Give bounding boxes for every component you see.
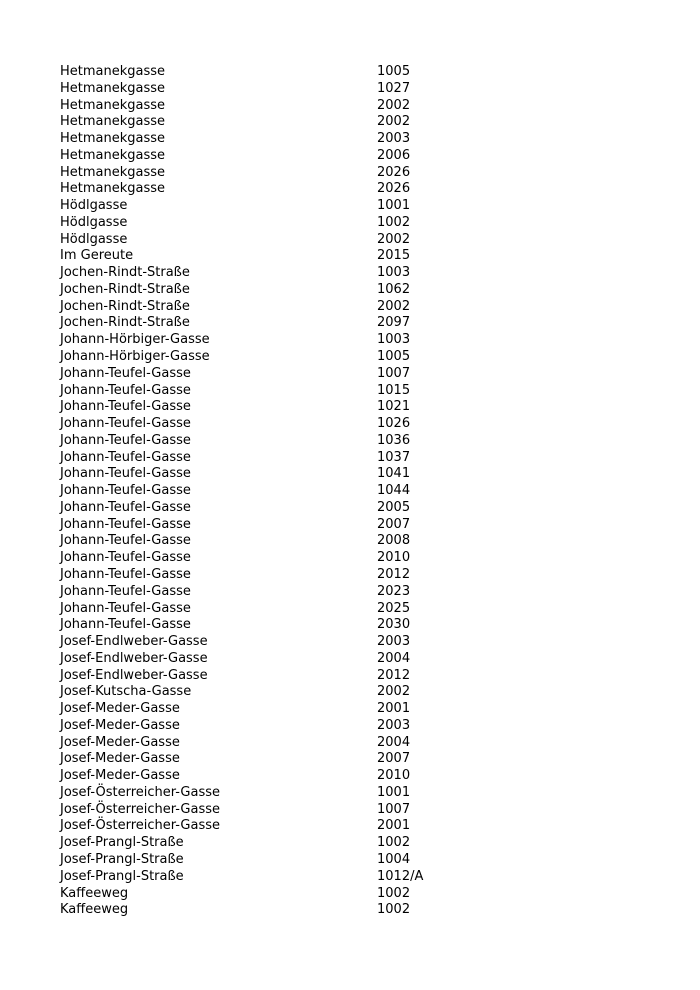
street-name: Hetmanekgasse <box>60 181 166 197</box>
list-item <box>60 282 660 299</box>
street-name: Hetmanekgasse <box>60 147 166 163</box>
list-item <box>60 265 660 282</box>
house-number: 2026 <box>377 181 411 197</box>
street-name: Johann-Hörbiger-Gasse <box>60 332 210 348</box>
street-name: Josef-Prangl-Straße <box>60 868 184 884</box>
list-item <box>60 332 660 349</box>
house-number: 1012/A <box>377 868 424 884</box>
house-number: 1037 <box>377 449 411 465</box>
house-number: 2012 <box>377 566 411 582</box>
street-name: Johann-Teufel-Gasse <box>60 483 191 499</box>
list-item <box>60 198 660 215</box>
list-item <box>60 500 660 517</box>
house-number: 2002 <box>377 114 411 130</box>
street-name: Hetmanekgasse <box>60 114 166 130</box>
street-name: Im Gereute <box>60 248 134 264</box>
house-number: 2006 <box>377 147 411 163</box>
street-name: Jochen-Rindt-Straße <box>60 265 190 281</box>
house-number: 2008 <box>377 533 411 549</box>
house-number: 2002 <box>377 684 411 700</box>
list-item <box>60 315 660 332</box>
house-number: 2002 <box>377 231 411 247</box>
list-item <box>60 450 660 467</box>
street-name: Johann-Teufel-Gasse <box>60 499 191 515</box>
list-item <box>60 232 660 249</box>
street-name: Josef-Österreicher-Gasse <box>60 784 221 800</box>
street-name: Jochen-Rindt-Straße <box>60 298 190 314</box>
list-item <box>60 668 660 685</box>
list-item <box>60 735 660 752</box>
house-number: 1003 <box>377 332 411 348</box>
street-name: Johann-Hörbiger-Gasse <box>60 349 210 365</box>
street-name: Johann-Teufel-Gasse <box>60 516 191 532</box>
street-name: Johann-Teufel-Gasse <box>60 583 191 599</box>
street-name: Josef-Meder-Gasse <box>60 751 180 767</box>
house-number: 1002 <box>377 902 411 918</box>
house-number: 2003 <box>377 131 411 147</box>
house-number: 1041 <box>377 466 411 482</box>
list-item <box>60 886 660 903</box>
house-number: 2002 <box>377 97 411 113</box>
street-name: Johann-Teufel-Gasse <box>60 550 191 566</box>
house-number: 1002 <box>377 835 411 851</box>
list-item <box>60 852 660 869</box>
list-item <box>60 802 660 819</box>
street-name: Johann-Teufel-Gasse <box>60 533 191 549</box>
house-number: 1036 <box>377 432 411 448</box>
list-item <box>60 651 660 668</box>
list-item <box>60 567 660 584</box>
list-item <box>60 785 660 802</box>
list-item <box>60 483 660 500</box>
street-name: Hetmanekgasse <box>60 80 166 96</box>
street-name: Jochen-Rindt-Straße <box>60 281 190 297</box>
street-name: Johann-Teufel-Gasse <box>60 449 191 465</box>
street-name: Josef-Endlweber-Gasse <box>60 667 208 683</box>
list-item <box>60 584 660 601</box>
house-number: 1004 <box>377 851 411 867</box>
list-item <box>60 634 660 651</box>
house-number: 1026 <box>377 416 411 432</box>
street-name: Hetmanekgasse <box>60 64 166 79</box>
list-item <box>60 617 660 634</box>
house-number: 2025 <box>377 600 411 616</box>
street-name: Johann-Teufel-Gasse <box>60 566 191 582</box>
list-item <box>60 165 660 182</box>
house-number: 2023 <box>377 583 411 599</box>
house-number: 1005 <box>377 349 411 365</box>
list-item <box>60 768 660 785</box>
house-number: 1002 <box>377 885 411 901</box>
house-number: 2007 <box>377 751 411 767</box>
list-item <box>60 902 660 919</box>
street-name: Kaffeeweg <box>60 885 129 901</box>
house-number: 1062 <box>377 281 411 297</box>
street-name: Johann-Teufel-Gasse <box>60 600 191 616</box>
house-number: 1044 <box>377 483 411 499</box>
list-item <box>60 416 660 433</box>
list-item <box>60 818 660 835</box>
list-item <box>60 248 660 265</box>
house-number: 2003 <box>377 634 411 650</box>
street-name: Hetmanekgasse <box>60 131 166 147</box>
list-item <box>60 383 660 400</box>
list-item <box>60 869 660 886</box>
street-name: Johann-Teufel-Gasse <box>60 432 191 448</box>
street-name: Josef-Meder-Gasse <box>60 768 180 784</box>
list-item <box>60 215 660 232</box>
house-number: 2001 <box>377 701 411 717</box>
list-item <box>60 718 660 735</box>
house-number: 2004 <box>377 650 411 666</box>
house-number: 2030 <box>377 617 411 633</box>
street-name: Hödlgasse <box>60 198 128 214</box>
house-number: 1001 <box>377 198 411 214</box>
street-name: Kaffeeweg <box>60 902 129 918</box>
street-name: Josef-Kutscha-Gasse <box>60 684 192 700</box>
house-number: 1001 <box>377 784 411 800</box>
street-name: Johann-Teufel-Gasse <box>60 382 191 398</box>
list-item <box>60 835 660 852</box>
street-name: Jochen-Rindt-Straße <box>60 315 190 331</box>
list-item <box>60 550 660 567</box>
street-name: Hetmanekgasse <box>60 164 166 180</box>
list-item <box>60 433 660 450</box>
house-number: 2007 <box>377 516 411 532</box>
house-number: 2003 <box>377 717 411 733</box>
house-number: 1007 <box>377 365 411 381</box>
address-list <box>60 64 660 919</box>
list-item <box>60 64 660 81</box>
street-name: Johann-Teufel-Gasse <box>60 365 191 381</box>
list-item <box>60 131 660 148</box>
street-name: Josef-Österreicher-Gasse <box>60 801 221 817</box>
list-item <box>60 684 660 701</box>
list-item <box>60 399 660 416</box>
street-name: Josef-Meder-Gasse <box>60 717 180 733</box>
list-item <box>60 148 660 165</box>
street-name: Hetmanekgasse <box>60 97 166 113</box>
house-number: 1015 <box>377 382 411 398</box>
house-number: 1021 <box>377 399 411 415</box>
list-item <box>60 601 660 618</box>
street-name: Josef-Prangl-Straße <box>60 835 184 851</box>
street-name: Josef-Meder-Gasse <box>60 701 180 717</box>
house-number: 1002 <box>377 214 411 230</box>
list-item <box>60 181 660 198</box>
house-number: 2010 <box>377 768 411 784</box>
list-item <box>60 466 660 483</box>
house-number: 1007 <box>377 801 411 817</box>
house-number: 1027 <box>377 80 411 96</box>
house-number: 2001 <box>377 818 411 834</box>
list-item <box>60 299 660 316</box>
list-item <box>60 751 660 768</box>
house-number: 2015 <box>377 248 411 264</box>
house-number: 2004 <box>377 734 411 750</box>
list-item <box>60 701 660 718</box>
street-name: Hödlgasse <box>60 214 128 230</box>
house-number: 2005 <box>377 499 411 515</box>
street-name: Josef-Endlweber-Gasse <box>60 650 208 666</box>
street-name: Josef-Prangl-Straße <box>60 851 184 867</box>
list-item <box>60 349 660 366</box>
street-name: Josef-Meder-Gasse <box>60 734 180 750</box>
house-number: 1005 <box>377 64 411 79</box>
street-name: Johann-Teufel-Gasse <box>60 399 191 415</box>
house-number: 1003 <box>377 265 411 281</box>
street-name: Josef-Endlweber-Gasse <box>60 634 208 650</box>
list-item <box>60 81 660 98</box>
street-name: Hödlgasse <box>60 231 128 247</box>
list-item <box>60 98 660 115</box>
street-name: Johann-Teufel-Gasse <box>60 617 191 633</box>
house-number: 2002 <box>377 298 411 314</box>
street-name: Johann-Teufel-Gasse <box>60 416 191 432</box>
list-item <box>60 366 660 383</box>
street-name: Johann-Teufel-Gasse <box>60 466 191 482</box>
house-number: 2097 <box>377 315 411 331</box>
list-item <box>60 517 660 534</box>
house-number: 2010 <box>377 550 411 566</box>
street-name: Josef-Österreicher-Gasse <box>60 818 221 834</box>
list-item <box>60 533 660 550</box>
house-number: 2026 <box>377 164 411 180</box>
list-item <box>60 114 660 131</box>
house-number: 2012 <box>377 667 411 683</box>
